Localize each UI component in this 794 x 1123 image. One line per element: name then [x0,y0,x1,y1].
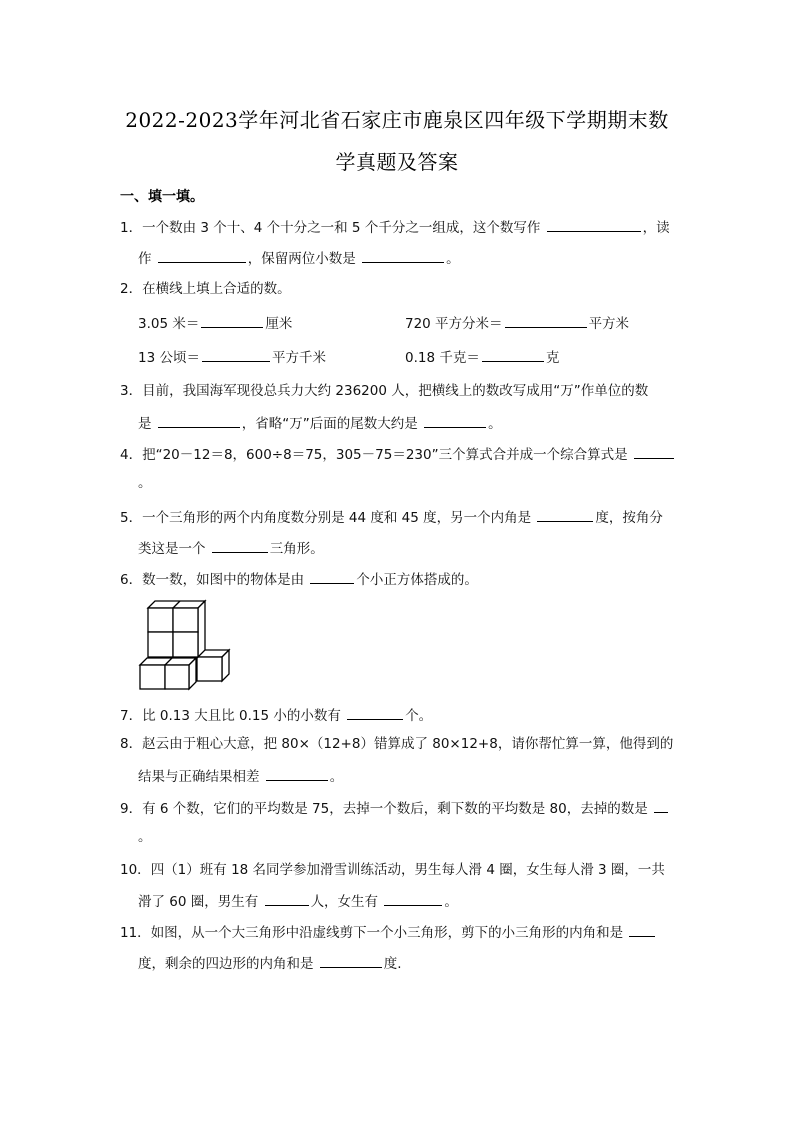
question-11-line-2 [138,953,402,973]
answer-blank[interactable] [547,217,641,232]
question-text: 度，剩余的四边形的内角和是 [138,956,314,972]
answer-blank[interactable] [629,922,655,937]
item-text: 3.05 米＝ [138,316,200,332]
answer-blank[interactable] [201,313,263,328]
answer-blank[interactable] [158,413,240,428]
question-7-line-1 [120,705,432,725]
question-text: 如图，从一个大三角形中沿虚线剪下一个小三角形，剪下的小三角形的内角和是 [150,925,624,941]
answer-blank[interactable] [202,347,270,362]
question-text: 四（1）班有 18 名同学参加滑雪训练活动，男生每人滑 4 圈，女生每人滑 3 圈，一共 [150,862,665,878]
question-2-item-4 [405,347,559,367]
question-text: ，保留两位小数是 [247,251,356,267]
question-9-line-1 [120,798,670,818]
question-number: 1． [120,220,143,236]
question-text: 人，女生有 [310,894,379,910]
item-text: 13 公顷＝ [138,350,200,366]
question-text: 数一数，如图中的物体是由 [142,572,305,588]
answer-blank[interactable] [537,507,593,522]
question-text: 赵云由于粗心大意，把 80×（12+8）错算成了 80×12+8，请你帮忙算一算，他得到的 [142,736,674,752]
answer-blank[interactable] [310,569,354,584]
document-title-line-2: 学真题及答案 [335,150,459,174]
question-number: 10． [120,862,151,878]
question-2-item-3 [138,347,326,367]
item-text: 0.18 千克＝ [405,350,480,366]
question-number: 7． [120,708,143,724]
answer-blank[interactable] [634,444,674,459]
answer-blank[interactable] [265,891,309,906]
answer-blank[interactable] [384,891,442,906]
question-11-line-1 [120,922,657,942]
question-5-line-1 [120,507,663,527]
question-text: 。 [446,251,460,267]
question-text: 有 6 个数，它们的平均数是 75，去掉一个数后，剩下数的平均数是 80，去掉的数是 [142,801,648,817]
item-text: 平方千米 [271,350,326,366]
question-text: 目前，我国海军现役总兵力大约 236200 人，把横线上的数改写成用“万”作单位的数 [142,383,649,399]
question-3-line-1 [120,382,648,400]
question-text: 度，按角分 [595,510,663,526]
question-number: 6． [120,572,143,588]
question-text: 一个数由 3 个十、4 个十分之一和 5 个千分之一组成，这个数写作 [142,220,541,236]
question-text: 。 [488,416,502,432]
question-text: 个小正方体搭成的。 [356,572,478,588]
question-text: 滑了 60 圈，男生有 [138,894,259,910]
question-number: 11． [120,925,151,941]
question-text: ，读 [642,220,670,236]
question-10-line-2 [138,891,458,911]
item-text: 平方米 [588,316,630,332]
question-text: 结果与正确结果相差 [138,769,260,785]
answer-blank[interactable] [654,798,668,813]
question-number: 4． [120,447,143,463]
answer-blank[interactable] [158,248,246,263]
question-text: 三角形。 [269,541,324,557]
answer-blank[interactable] [320,953,382,968]
question-text: 一个三角形的两个内角度数分别是 44 度和 45 度，另一个内角是 [142,510,532,526]
answer-blank[interactable] [424,413,486,428]
question-9-line-2 [138,828,152,846]
question-text: 度. [383,956,402,972]
answer-blank[interactable] [482,347,544,362]
question-5-line-2 [138,538,324,558]
answer-blank[interactable] [347,705,403,720]
question-2-line-1 [120,280,291,298]
item-text: 克 [545,350,560,366]
question-8-line-1 [120,735,673,753]
question-8-line-2 [138,766,343,786]
answer-blank[interactable] [212,538,268,553]
question-number: 9． [120,801,143,817]
question-6-line-1 [120,569,478,589]
item-text: 厘米 [265,316,293,332]
question-2-item-2 [405,313,629,333]
question-text: 类这是一个 [138,541,206,557]
question-3-line-2 [138,413,502,433]
question-4-line-2 [138,474,152,492]
question-text: 。 [138,475,152,491]
question-text: 在横线上填上合适的数。 [142,281,291,297]
question-text: ，省略“万”后面的尾数大约是 [241,416,418,432]
question-text: 。 [329,769,344,785]
question-text: 个。 [405,708,433,724]
question-text: 。 [138,829,152,845]
document-title-line-1: 2022-2023学年河北省石家庄市鹿泉区四年级下学期期末数 [125,108,669,132]
question-number: 5． [120,510,143,526]
question-text: 。 [444,894,458,910]
cube-stack-figure [138,598,234,694]
question-text: 比 0.13 大且比 0.15 小的小数有 [142,708,341,724]
question-number: 8． [120,736,143,752]
answer-blank[interactable] [362,248,444,263]
section-heading: 一、填一填。 [120,189,204,205]
question-number: 3． [120,383,143,399]
question-4-line-1 [120,444,676,464]
item-text: 720 平方分米＝ [405,316,503,332]
question-10-line-1 [120,861,665,879]
answer-blank[interactable] [505,313,587,328]
question-1-line-2 [138,248,460,268]
question-2-item-1 [138,313,292,333]
question-text: 把“20－12＝8，600÷8＝75，305－75＝230”三个算式合并成一个综合算式是 [142,447,628,463]
question-text: 是 [138,416,152,432]
answer-blank[interactable] [266,766,328,781]
question-number: 2． [120,281,143,297]
question-text: 作 [138,251,152,267]
question-1-line-1 [120,217,670,237]
